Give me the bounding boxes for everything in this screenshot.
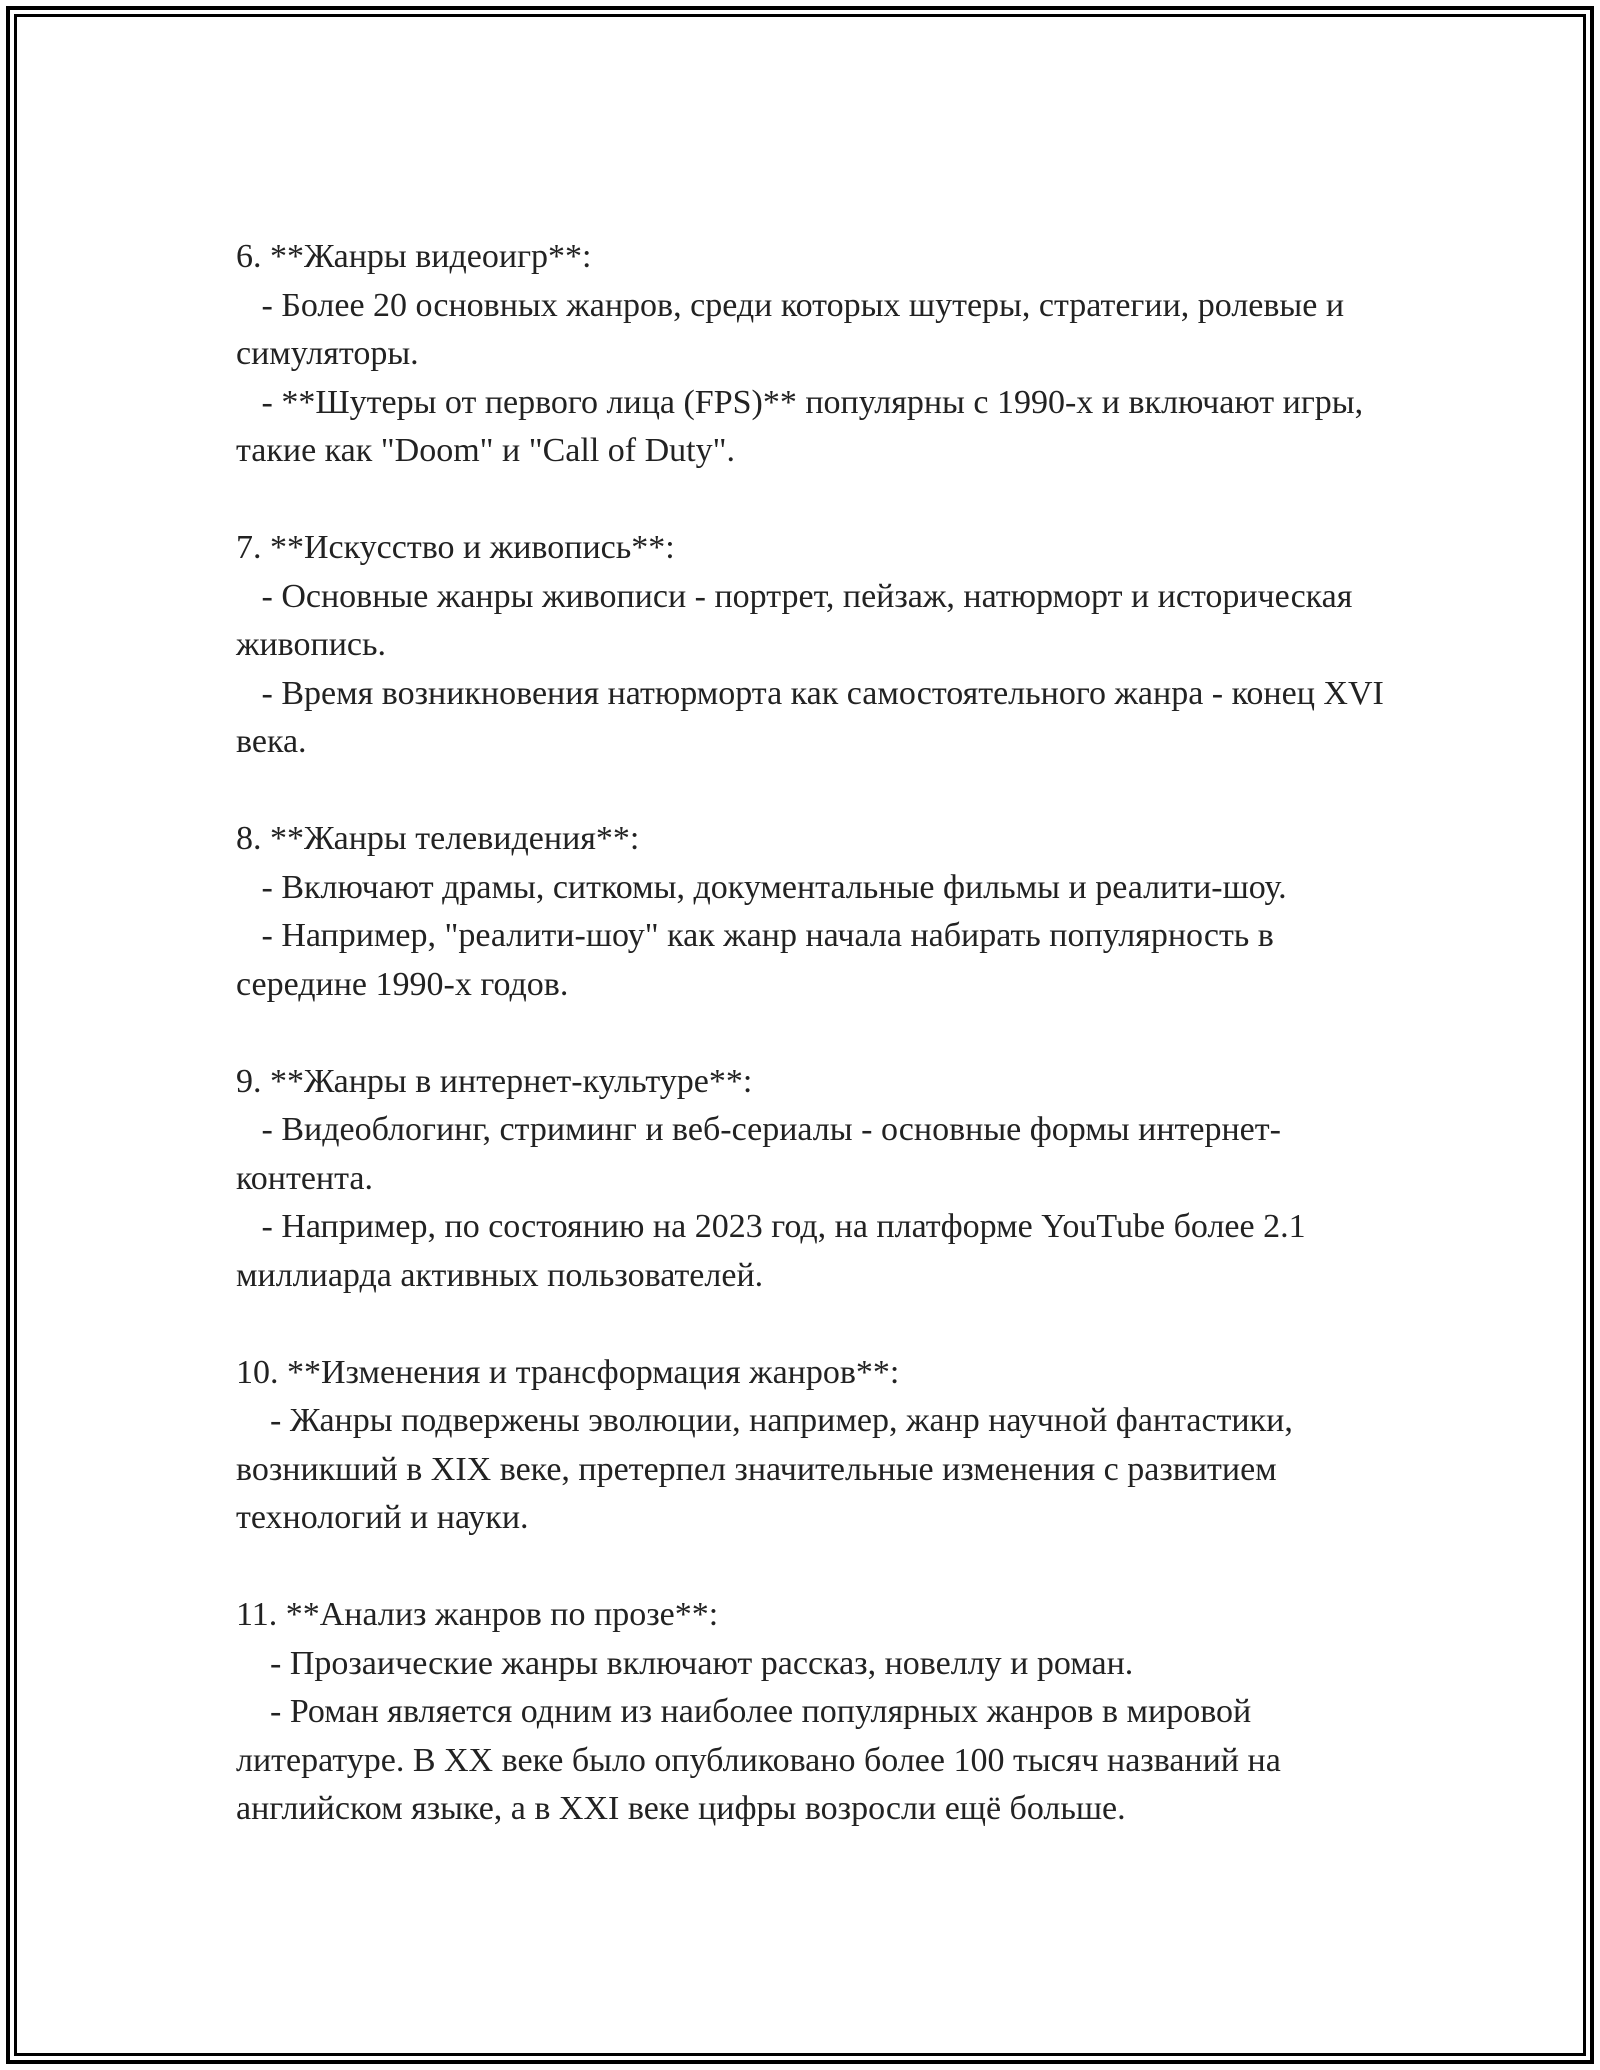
- list-item: - **Шутеры от первого лица (FPS)** популярны с 1990-х и включают игры, такие как "Doom" и "Call of Duty".: [236, 383, 1372, 469]
- section-genre-transformation: [236, 1349, 1386, 1543]
- section-video-game-genres: [236, 233, 1386, 476]
- list-item: - Основные жанры живописи - портрет, пейзаж, натюрморт и историческая живопись.: [236, 577, 1361, 663]
- section-internet-culture-genres: [236, 1058, 1386, 1301]
- section-heading: 6. **Жанры видеоигр**:: [236, 238, 592, 275]
- list-item: - Время возникновения натюрморта как самостоятельного жанра - конец XVI века.: [236, 674, 1393, 760]
- section-tv-genres: [236, 815, 1386, 1009]
- list-item: - Прозаические жанры включают рассказ, новеллу и роман.: [236, 1644, 1134, 1682]
- list-item: - Видеоблогинг, стриминг и веб-сериалы - основные формы интернет-контента.: [236, 1111, 1281, 1197]
- section-art-and-painting: [236, 524, 1393, 767]
- section-heading: 10. **Изменения и трансформация жанров**:: [236, 1353, 900, 1391]
- section-heading: 9. **Жанры в интернет-культуре**:: [236, 1062, 753, 1100]
- section-heading: 8. **Жанры телевидения**:: [236, 820, 640, 857]
- list-item: - Включают драмы, ситкомы, документальные фильмы и реалити-шоу.: [236, 868, 1287, 906]
- section-heading: 7. **Искусство и живопись**:: [236, 529, 675, 566]
- list-item: - Более 20 основных жанров, среди которых шутеры, стратегии, ролевые и симуляторы.: [236, 286, 1353, 372]
- list-item: - Например, по состоянию на 2023 год, на платформе YouTube более 2.1 миллиарда активных пользователей.: [236, 1208, 1315, 1294]
- list-item: - Например, "реалити-шоу" как жанр начала набирать популярность в середине 1990-х годов.: [236, 917, 1283, 1003]
- section-heading: 11. **Анализ жанров по прозе**:: [236, 1596, 719, 1633]
- list-item: - Роман является одним из наиболее популярных жанров в мировой литературе. В XX веке было опубликовано более 100 тысяч названий на английском языке, а в XXI веке цифры возросли ещё больше.: [236, 1693, 1290, 1827]
- list-item: - Жанры подвержены эволюции, например, жанр научной фантастики, возникший в XIX веке, претерпел значительные изменения с развитием технологий и науки.: [236, 1402, 1302, 1536]
- section-prose-genres: [236, 1591, 1386, 1834]
- document-body: [236, 233, 1393, 1834]
